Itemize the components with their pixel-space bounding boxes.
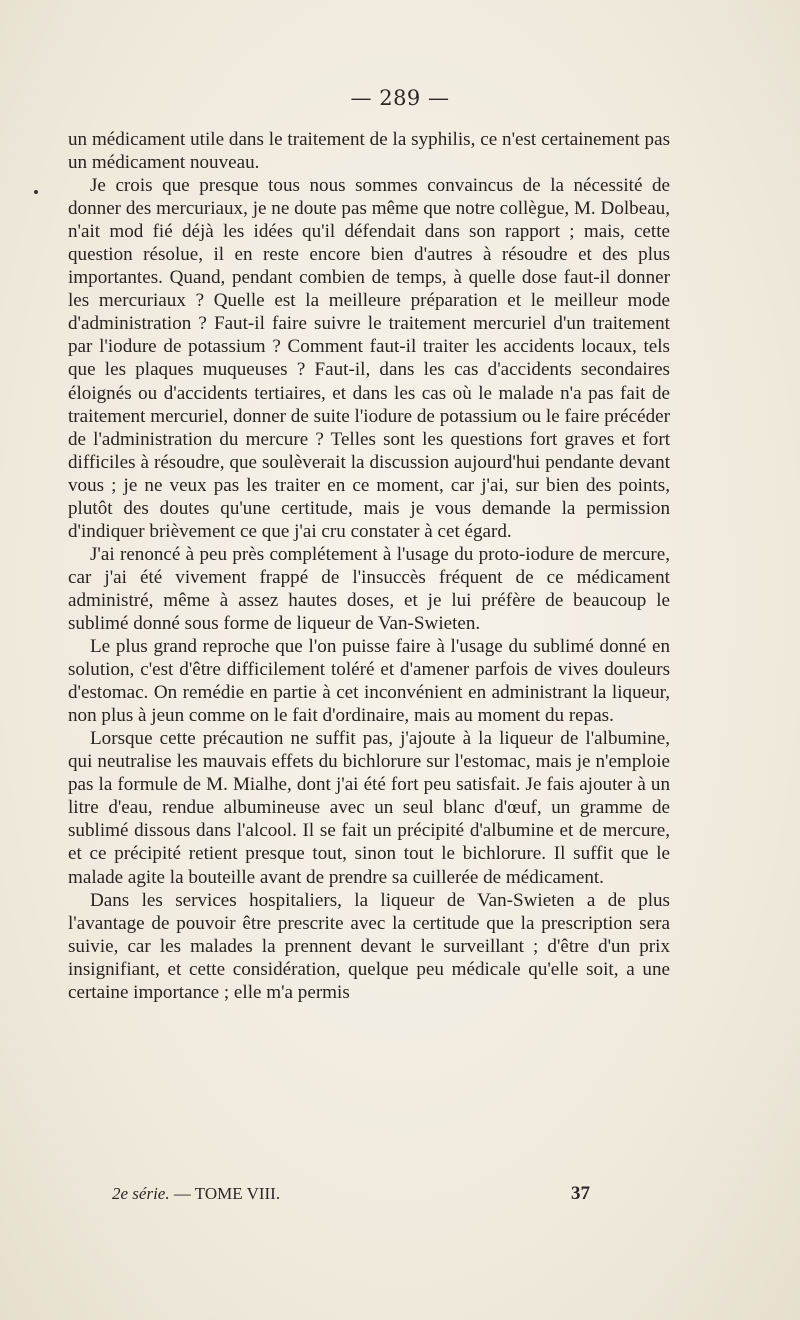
volume-label: — TOME VIII. <box>173 1184 281 1203</box>
page-footer <box>112 1184 590 1204</box>
paragraph: un médicament utile dans le traitement de la syphilis, ce n'est certainement pas un médicament nouveau. <box>68 129 670 174</box>
signature-mark: 37 <box>571 1183 590 1204</box>
paragraph: J'ai renoncé à peu près complétement à l'usage du proto-iodure de mercure, car j'ai été vivement frappé de l'insuccès fréquent de ce médicament administré, même à assez hautes doses, et je lui préfère de beaucoup le sublimé donné sous forme de liqueur de Van-Swieten. <box>68 543 670 634</box>
page-number: — 289 — <box>350 86 450 110</box>
paragraph: Lorsque cette précaution ne suffit pas, j'ajoute à la liqueur de l'albumine, qui neutralise les mauvais effets du bichlorure sur l'estomac, mais je n'emploie pas la formule de M. Mialhe, dont j'ai été fort peu satisfait. Je fais ajouter à un litre d'eau, rendue albumineuse avec un seul blanc d'œuf, un gramme de sublimé dissous dans l'alcool. Il se fait un précipité d'albumine et de mercure, et ce précipité retient presque tout, sinon tout le bichlorure. Il suffit que le malade agite la bouteille avant de prendre sa cuillerée de médicament. <box>68 728 670 888</box>
margin-mark <box>34 190 38 194</box>
series-label: 2e série. <box>112 1184 170 1203</box>
paragraph: Dans les services hospitaliers, la liqueur de Van-Swieten a de plus l'avantage de pouvoir être prescrite avec la certitude que la prescription sera suivie, car les malades la prennent devant le surveillant ; d'être d'un prix insignifiant, et cette considération, quelque peu médicale qu'elle soit, a une certaine importance ; elle m'a permis <box>68 889 670 1003</box>
paragraph: Je crois que presque tous nous sommes convaincus de la nécessité de donner des mercuriaux, je ne doute pas même que notre collègue, M. Dolbeau, n'ait mod fié déjà les idées qu'il défendait dans son rapport ; mais, cette question résolue, il en reste encore bien d'autres à résoudre et des plus importantes. Quand, pendant combien de temps, à quelle dose faut-il donner les mercuriaux ? Quelle est la meilleure préparation et le meilleur mode d'administration ? Faut-il faire suivre le traitement mercuriel d'un traitement par l'iodure de potassium ? Comment faut-il traiter les accidents locaux, tels que les plaques muqueuses ? Faut-il, dans les cas d'accidents secondaires éloignés ou d'accidents tertiaires, et dans les cas où le malade n'a pas fait de traitement mercuriel, donner de suite l'iodure de potassium ou le faire précéder de l'administration du mercure ? Telles sont les questions fort graves et fort difficiles à résoudre, que soulèverait la discussion aujourd'hui pendante devant vous ; je ne veux pas les traiter en ce moment, car j'ai, sur bien des points, plutôt des doutes qu'une certitude, mais je vous demande la permission d'indiquer brièvement ce que j'ai cru constater à cet égard. <box>68 175 670 542</box>
body-text <box>68 128 670 1004</box>
paragraph: Le plus grand reproche que l'on puisse faire à l'usage du sublimé donné en solution, c'est d'être difficilement toléré et d'amener parfois de vives douleurs d'estomac. On remédie en partie à cet inconvénient en administrant la liqueur, non plus à jeun comme on le fait d'ordinaire, mais au moment du repas. <box>68 636 670 727</box>
